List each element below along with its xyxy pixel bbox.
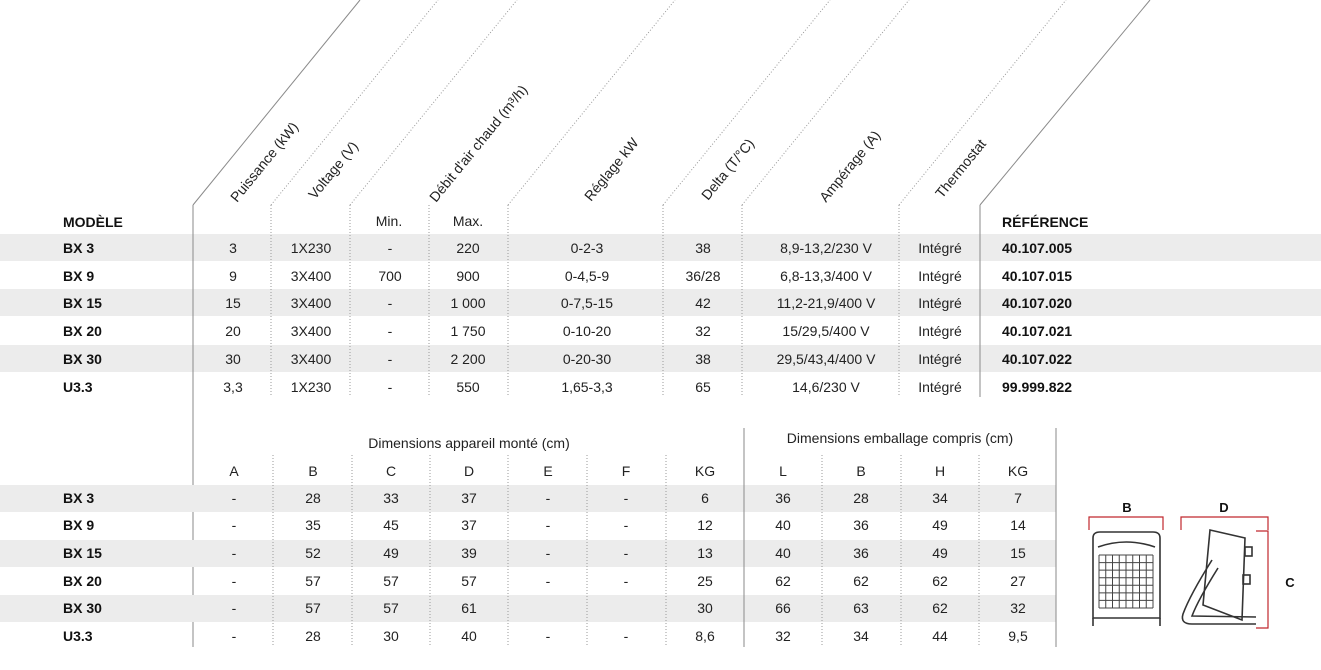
model-name: BX 3 xyxy=(63,240,95,256)
dimension-cell: - xyxy=(545,573,551,589)
dimension-cell: 32 xyxy=(1010,600,1026,616)
dimension-cell: - xyxy=(231,517,237,533)
cell-amperage: 29,5/43,4/400 V xyxy=(776,351,876,367)
cell-debit-min: - xyxy=(387,351,393,367)
column-header: A xyxy=(229,463,239,479)
cell-debit-min: - xyxy=(387,379,393,395)
row-band xyxy=(0,540,1056,567)
dimension-cell: - xyxy=(623,517,629,533)
dimension-cell: 61 xyxy=(461,600,477,616)
cell-reglage: 0-7,5-15 xyxy=(560,295,614,311)
cell-thermostat: Intégré xyxy=(918,323,962,339)
dimension-cell: 9,5 xyxy=(1008,628,1028,644)
dimension-cell: 34 xyxy=(853,628,869,644)
dimension-cell: - xyxy=(623,545,629,561)
dimension-cell: 49 xyxy=(932,545,948,561)
dimension-cell: 62 xyxy=(932,573,948,589)
dimension-cell: 6 xyxy=(701,490,709,506)
cell-reglage: 0-2-3 xyxy=(570,240,604,256)
dimension-cell: 32 xyxy=(775,628,791,644)
cell-amperage: 14,6/230 V xyxy=(792,379,860,395)
column-header: B xyxy=(308,463,318,479)
dimension-cell: - xyxy=(545,628,551,644)
cell-puissance: 9 xyxy=(229,268,237,284)
heater-dimension-diagram xyxy=(1089,500,1295,628)
dimension-cell: 28 xyxy=(853,490,869,506)
column-header: F xyxy=(621,463,631,479)
cell-reglage: 0-4,5-9 xyxy=(564,268,610,284)
cell-debit-max: 220 xyxy=(456,240,480,256)
max-header: Max. xyxy=(452,213,484,229)
dimension-cell: 36 xyxy=(853,517,869,533)
model-name: BX 20 xyxy=(63,573,102,589)
table1-header-row xyxy=(63,213,1088,230)
column-header: E xyxy=(543,463,553,479)
dimension-cell: - xyxy=(623,628,629,644)
dimension-cell: 40 xyxy=(461,628,477,644)
cell-thermostat: Intégré xyxy=(918,351,962,367)
dimension-cell: 28 xyxy=(305,628,321,644)
dimension-d-bracket xyxy=(1181,517,1268,530)
table2-row xyxy=(63,628,1028,644)
dimension-cell: - xyxy=(545,545,551,561)
model-name: U3.3 xyxy=(63,628,93,644)
model-name: BX 9 xyxy=(63,268,95,284)
dimension-c-label: C xyxy=(1285,575,1295,590)
header-reglage: Réglage kW xyxy=(580,134,642,204)
header-debit: Débit d'air chaud (m³/h) xyxy=(425,81,531,205)
cell-amperage: 8,9-13,2/230 V xyxy=(780,240,872,256)
reference-code: 40.107.015 xyxy=(1002,268,1073,284)
cell-debit-min: - xyxy=(387,323,393,339)
dimension-cell: 36 xyxy=(853,545,869,561)
dimension-cell: - xyxy=(623,573,629,589)
table2-bands xyxy=(0,485,1056,622)
table2-row xyxy=(63,573,1026,589)
header-amperage: Ampérage (A) xyxy=(815,127,884,205)
cell-debit-max: 550 xyxy=(456,379,480,395)
header-diagonal xyxy=(899,0,1066,205)
dimension-cell: 40 xyxy=(775,517,791,533)
reference-header: RÉFÉRENCE xyxy=(1002,214,1089,230)
cell-delta: 32 xyxy=(695,323,711,339)
heater-top-curve xyxy=(1098,542,1155,547)
header-diagonal xyxy=(980,0,1150,205)
cell-amperage: 6,8-13,3/400 V xyxy=(780,268,872,284)
model-name: BX 9 xyxy=(63,517,95,533)
reference-code: 40.107.021 xyxy=(1002,323,1073,339)
dimension-cell: 30 xyxy=(697,600,713,616)
dimension-b-bracket xyxy=(1089,517,1163,530)
dimension-cell: 44 xyxy=(932,628,948,644)
dimension-cell: - xyxy=(231,573,237,589)
heater-side-view xyxy=(1181,500,1295,628)
dimension-cell: 37 xyxy=(461,490,477,506)
row-band xyxy=(0,345,1321,372)
cell-debit-min: - xyxy=(387,295,393,311)
column-header: C xyxy=(385,463,397,479)
cell-delta: 36/28 xyxy=(685,268,721,284)
table1-row xyxy=(63,268,1072,284)
dimension-cell: 27 xyxy=(1010,573,1026,589)
dimension-cell: 63 xyxy=(853,600,869,616)
table2-row xyxy=(63,517,1026,533)
dimension-cell: 30 xyxy=(383,628,399,644)
dimension-cell: - xyxy=(545,490,551,506)
cell-delta: 38 xyxy=(695,351,711,367)
heater-front-view xyxy=(1089,500,1163,626)
dimension-c-bracket xyxy=(1256,531,1268,628)
dimension-cell: 40 xyxy=(775,545,791,561)
group-title-packaging: Dimensions emballage compris (cm) xyxy=(786,430,1014,446)
dimension-cell: 7 xyxy=(1014,490,1022,506)
model-name: U3.3 xyxy=(63,379,93,395)
cell-puissance: 3,3 xyxy=(223,379,243,395)
model-name: BX 15 xyxy=(63,545,102,561)
cell-debit-max: 1 000 xyxy=(450,295,486,311)
dimension-cell: 62 xyxy=(853,573,869,589)
dimension-cell: 49 xyxy=(932,517,948,533)
cell-reglage: 0-10-20 xyxy=(562,323,612,339)
cell-amperage: 11,2-21,9/400 V xyxy=(776,295,876,311)
dimension-cell: - xyxy=(231,545,237,561)
min-header: Min. xyxy=(375,213,403,229)
dimension-cell: 57 xyxy=(305,573,321,589)
reference-code: 40.107.005 xyxy=(1002,240,1073,256)
cell-debit-max: 2 200 xyxy=(450,351,486,367)
cell-thermostat: Intégré xyxy=(918,295,962,311)
dimension-b-label: B xyxy=(1122,500,1132,515)
dimension-cell: 57 xyxy=(383,573,399,589)
cell-puissance: 15 xyxy=(225,295,241,311)
reference-code: 40.107.020 xyxy=(1002,295,1073,311)
row-band xyxy=(0,485,1056,512)
dimension-cell: 35 xyxy=(305,517,321,533)
model-name: BX 20 xyxy=(63,323,102,339)
column-header: KG xyxy=(1007,463,1029,479)
model-name: BX 30 xyxy=(63,351,102,367)
dimension-cell: 28 xyxy=(305,490,321,506)
header-diagonal xyxy=(271,0,438,205)
dimension-cell: 33 xyxy=(383,490,399,506)
cell-voltage: 1X230 xyxy=(290,379,332,395)
cell-delta: 42 xyxy=(695,295,711,311)
reference-code: 99.999.822 xyxy=(1002,379,1073,395)
cell-delta: 38 xyxy=(695,240,711,256)
header-diagonal xyxy=(742,0,909,205)
model-name: BX 30 xyxy=(63,600,102,616)
dimension-cell: 8,6 xyxy=(695,628,715,644)
column-header: D xyxy=(463,463,475,479)
column-header: B xyxy=(856,463,866,479)
heater-grille xyxy=(1099,555,1153,608)
row-band xyxy=(0,289,1321,316)
dimension-cell: 13 xyxy=(697,545,713,561)
table1-row xyxy=(63,379,1072,395)
header-diagonal xyxy=(508,0,675,205)
dimension-cell: 14 xyxy=(1010,517,1026,533)
column-header: H xyxy=(934,463,946,479)
dimension-cell: 37 xyxy=(461,517,477,533)
cell-reglage: 1,65-3,3 xyxy=(561,379,613,395)
cell-voltage: 3X400 xyxy=(290,268,332,284)
dimension-cell: - xyxy=(545,517,551,533)
group-title-assembled: Dimensions appareil monté (cm) xyxy=(368,435,570,451)
table1-diagonal-headers xyxy=(227,82,989,205)
dimension-d-label: D xyxy=(1219,500,1229,515)
table2-column-headers xyxy=(229,463,1028,479)
heater-side-body xyxy=(1203,530,1245,620)
header-diagonal xyxy=(663,0,830,205)
dimension-cell: 57 xyxy=(305,600,321,616)
model-name: BX 3 xyxy=(63,490,95,506)
cell-puissance: 3 xyxy=(229,240,237,256)
dimension-cell: 52 xyxy=(305,545,321,561)
dimension-cell: - xyxy=(231,490,237,506)
cell-puissance: 20 xyxy=(225,323,241,339)
dimension-cell: 34 xyxy=(932,490,948,506)
dimension-cell: 25 xyxy=(697,573,713,589)
dimension-cell: 39 xyxy=(461,545,477,561)
table1-bands xyxy=(0,234,1321,372)
cell-thermostat: Intégré xyxy=(918,379,962,395)
cell-debit-min: - xyxy=(387,240,393,256)
column-header: L xyxy=(779,463,787,479)
heater-side-knob xyxy=(1245,547,1252,556)
dimension-cell: 45 xyxy=(383,517,399,533)
row-band xyxy=(0,234,1321,261)
cell-reglage: 0-20-30 xyxy=(562,351,612,367)
cell-thermostat: Intégré xyxy=(918,268,962,284)
reference-code: 40.107.022 xyxy=(1002,351,1073,367)
dimension-cell: 62 xyxy=(932,600,948,616)
dimension-cell: 57 xyxy=(461,573,477,589)
cell-voltage: 3X400 xyxy=(290,295,332,311)
header-thermostat: Thermostat xyxy=(931,135,990,201)
dimension-cell: 66 xyxy=(775,600,791,616)
dimension-cell: - xyxy=(623,490,629,506)
column-header: KG xyxy=(694,463,716,479)
cell-debit-max: 1 750 xyxy=(450,323,486,339)
dimension-cell: 62 xyxy=(775,573,791,589)
cell-amperage: 15/29,5/400 V xyxy=(782,323,870,339)
dimension-cell: 12 xyxy=(697,517,713,533)
header-diagonal xyxy=(350,0,517,205)
row-band xyxy=(0,595,1056,622)
dimension-cell: - xyxy=(231,628,237,644)
model-header: MODÈLE xyxy=(63,214,123,230)
cell-delta: 65 xyxy=(695,379,711,395)
cell-voltage: 3X400 xyxy=(290,323,332,339)
cell-debit-max: 900 xyxy=(456,268,480,284)
cell-thermostat: Intégré xyxy=(918,240,962,256)
dimension-cell: 57 xyxy=(383,600,399,616)
dimension-cell: 36 xyxy=(775,490,791,506)
header-puissance: Puissance (kW) xyxy=(226,118,302,205)
cell-debit-min: 700 xyxy=(378,268,402,284)
dimension-cell: - xyxy=(231,600,237,616)
dimension-cell: 15 xyxy=(1010,545,1026,561)
cell-voltage: 3X400 xyxy=(290,351,332,367)
header-voltage: Voltage (V) xyxy=(304,138,362,202)
cell-puissance: 30 xyxy=(225,351,241,367)
header-delta: Delta (T/°C) xyxy=(697,135,758,203)
table1-row xyxy=(63,323,1072,339)
model-name: BX 15 xyxy=(63,295,102,311)
cell-voltage: 1X230 xyxy=(290,240,332,256)
dimension-cell: 49 xyxy=(383,545,399,561)
